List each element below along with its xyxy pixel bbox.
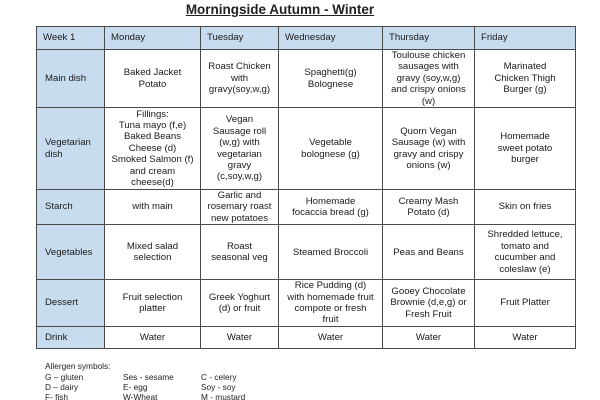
table-row-vegetarian-dish <box>37 108 576 190</box>
menu-cell: Water <box>279 326 383 348</box>
allergen-item: D – dairy <box>45 382 79 392</box>
row-label: Drink <box>37 326 105 348</box>
allergen-heading: Allergen symbols: <box>45 361 111 371</box>
allergen-item: G – gluten <box>45 372 84 382</box>
menu-table <box>36 26 576 349</box>
menu-cell: Skin on fries <box>475 190 576 225</box>
menu-cell: Baked Jacket Potato <box>105 50 201 108</box>
table-row-drink <box>37 326 576 348</box>
row-label: Main dish <box>37 50 105 108</box>
menu-cell: Fruit Platter <box>475 280 576 327</box>
menu-cell: Greek Yoghurt (d) or fruit <box>201 280 279 327</box>
table-row-vegetables <box>37 225 576 280</box>
menu-cell: Shredded lettuce, tomato and cucumber and coleslaw (e) <box>475 225 576 280</box>
menu-cell: Garlic and rosemary roast new potatoes <box>201 190 279 225</box>
row-label: Vegetarian dish <box>37 108 105 190</box>
menu-cell: Water <box>383 326 475 348</box>
allergen-item: M - mustard <box>201 392 246 400</box>
allergen-list <box>45 372 345 400</box>
menu-cell: Roast Chicken with gravy(soy,w,g) <box>201 50 279 108</box>
menu-cell: Marinated Chicken Thigh Burger (g) <box>475 50 576 108</box>
table-row-starch <box>37 190 576 225</box>
week-header: Week 1 <box>37 27 105 50</box>
day-header-tuesday: Tuesday <box>201 27 279 50</box>
menu-cell: Vegetable bolognese (g) <box>279 108 383 190</box>
header-row <box>37 27 576 50</box>
menu-cell: with main <box>105 190 201 225</box>
menu-cell: Toulouse chicken sausages with gravy (soy,w,g) and crispy onions (w) <box>383 50 475 108</box>
allergen-item: Ses - sesame <box>123 372 174 382</box>
row-label: Vegetables <box>37 225 105 280</box>
menu-cell: Mixed salad selection <box>105 225 201 280</box>
menu-cell: Peas and Beans <box>383 225 475 280</box>
menu-cell: Homemade focaccia bread (g) <box>279 190 383 225</box>
menu-cell: Quorn Vegan Sausage (w) with gravy and crispy onions (w) <box>383 108 475 190</box>
allergen-legend <box>45 361 345 400</box>
menu-cell: Roast seasonal veg <box>201 225 279 280</box>
day-header-monday: Monday <box>105 27 201 50</box>
menu-cell: Homemade sweet potato burger <box>475 108 576 190</box>
allergen-item: E- egg <box>123 382 148 392</box>
row-label: Dessert <box>37 280 105 327</box>
day-header-wednesday: Wednesday <box>279 27 383 50</box>
menu-cell: Gooey Chocolate Brownie (d,e,g) or Fresh Fruit <box>383 280 475 327</box>
page-title: Morningside Autumn - Winter <box>185 2 375 17</box>
allergen-item: C - celery <box>201 372 237 382</box>
menu-cell: Water <box>475 326 576 348</box>
table-row-dessert <box>37 280 576 327</box>
table-row-main-dish <box>37 50 576 108</box>
day-header-friday: Friday <box>475 27 576 50</box>
allergen-item: Soy - soy <box>201 382 236 392</box>
day-header-thursday: Thursday <box>383 27 475 50</box>
menu-cell: Steamed Broccoli <box>279 225 383 280</box>
menu-cell: Creamy Mash Potato (d) <box>383 190 475 225</box>
allergen-item: F- fish <box>45 392 69 400</box>
allergen-item: W-Wheat <box>123 392 158 400</box>
menu-cell: Water <box>201 326 279 348</box>
menu-cell: Water <box>105 326 201 348</box>
menu-cell: Rice Pudding (d) with homemade fruit compote or fresh fruit <box>279 280 383 327</box>
row-label: Starch <box>37 190 105 225</box>
menu-cell: Fillings: Tuna mayo (f,e) Baked Beans Cheese (d) Smoked Salmon (f) and cream cheese(d) <box>105 108 201 190</box>
menu-cell: Vegan Sausage roll (w,g) with vegetarian gravy (c,soy,w,g) <box>201 108 279 190</box>
menu-cell: Spaghetti(g) Bolognese <box>279 50 383 108</box>
menu-cell: Fruit selection platter <box>105 280 201 327</box>
